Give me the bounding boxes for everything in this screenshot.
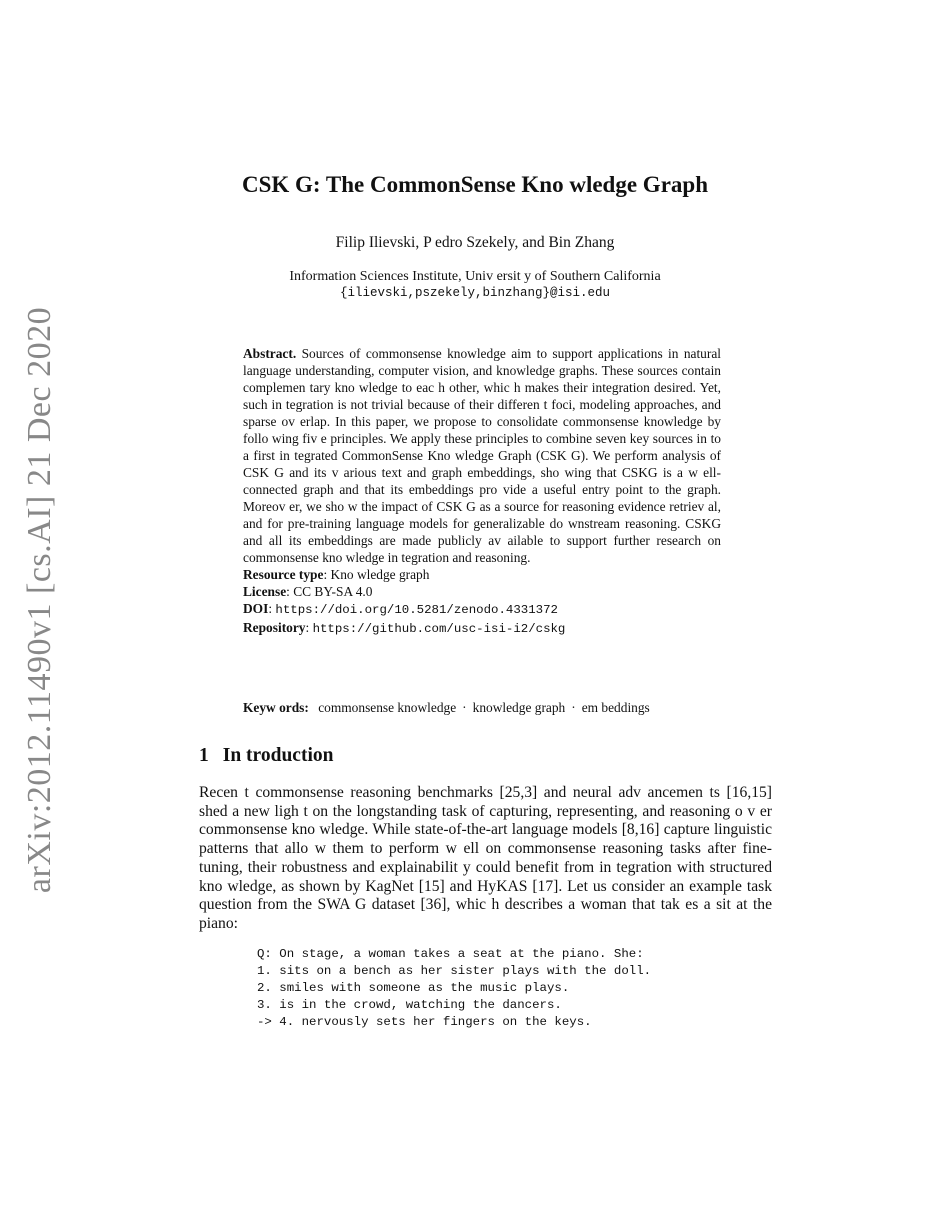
example-option: 1. sits on a bench as her sister plays with the doll. [257,964,652,978]
keyword-separator: · [571,700,576,715]
example-option-answer: -> 4. nervously sets her fingers on the keys. [257,1015,592,1029]
section-number: 1 [199,745,209,766]
example-option: 2. smiles with someone as the music plays. [257,981,570,995]
abstract-label: Abstract. [243,346,297,361]
affiliation: Information Sciences Institute, Univ ersit y of Southern California [289,269,661,284]
doi-line: DOI: https://doi.org/10.5281/zenodo.4331372 [243,601,558,617]
repository-link[interactable]: https://github.com/usc-isi-i2/cskg [312,622,566,636]
keyword: knowledge graph [472,700,566,715]
section-title: In troduction [222,745,334,766]
license-line: License: CC BY-SA 4.0 [243,584,373,599]
repository-line: Repository: https://github.com/usc-isi-i2/cskg [243,620,566,636]
example-question-block [257,946,651,1031]
affiliation-block [0,268,950,302]
keywords-label: Keyw ords: [243,700,309,715]
introduction-paragraph: Recen t commonsense reasoning benchmarks [25,3] and neural adv ancemen ts [16,15] shed a new ligh t on the longstanding task of capturing, representing, and reasoning o v er commonsense kno wledge. While state-of-the-art language models [8,16] capture linguistic patterns that allo w them to perform w ell on commonsense reasoning tasks after fine-tuning, their robustness and explainabilit y could benefit from in tegration with structured kno wledge, as shown by KagNet [15] and HyKAS [17]. Let us consider an example task question from the SWA G dataset [36], whic h describes a woman that tak es a sit at the piano: [199,784,772,932]
paper-authors: Filip Ilievski, P edro Szekely, and Bin Zhang [335,234,615,251]
section-heading [199,745,333,767]
resource-type-value: Kno wledge graph [330,567,430,582]
author-emails: {ilievski,pszekely,binzhang}@isi.edu [339,286,611,300]
keyword-separator: · [462,700,467,715]
paper-title: CSK G: The CommonSense Kno wledge Graph [241,172,708,197]
license-label: License [243,584,287,599]
resource-type-label: Resource type [243,567,324,582]
doi-label: DOI [243,601,269,616]
repository-label: Repository [243,620,306,635]
abstract-block [243,345,721,638]
arxiv-identifier: arXiv:2012.11490v1 [cs.AI] 21 Dec 2020 [21,306,58,894]
abstract-paragraph [243,345,721,566]
example-question: Q: On stage, a woman takes a seat at the piano. She: [257,947,644,961]
arxiv-sidebar-stamp [18,306,62,894]
license-value: CC BY-SA 4.0 [293,584,373,599]
keywords-line [243,700,721,716]
keyword: em beddings [581,700,650,715]
resource-type-line: Resource type: Kno wledge graph [243,567,430,582]
example-option: 3. is in the crowd, watching the dancers. [257,998,562,1012]
abstract-text: Sources of commonsense knowledge aim to support applications in natural language understanding, computer vision, and knowledge graphs. These sources contain complemen tary kno wledge to eac h other, whic h makes their integration desired. Yet, such in tegration is not trivial because of their differen t foci, modeling approaches, and sparse ov erlap. In this paper, we propose to consolidate commonsense knowledge by follo wing fiv e principles. We apply these principles to combine seven key sources in to a first in tegrated CommonSense Kno wledge Graph (CSK G). We perform analysis of CSK G and its v arious text and graph embeddings, sho wing that CSKG is a w ell-connected graph and that its embeddings pro vide a useful entry point to the graph. Moreov er, we sho w the impact of CSK G as a source for reasoning evidence retriev al, and for pre-training language models for generalizable do wnstream reasoning. CSKG and all its embeddings are made publicly av ailable to support further research on commonsense kno wledge in tegration and reasoning. [243,346,721,565]
keyword: commonsense knowledge [318,700,457,715]
doi-link[interactable]: https://doi.org/10.5281/zenodo.4331372 [275,603,558,617]
